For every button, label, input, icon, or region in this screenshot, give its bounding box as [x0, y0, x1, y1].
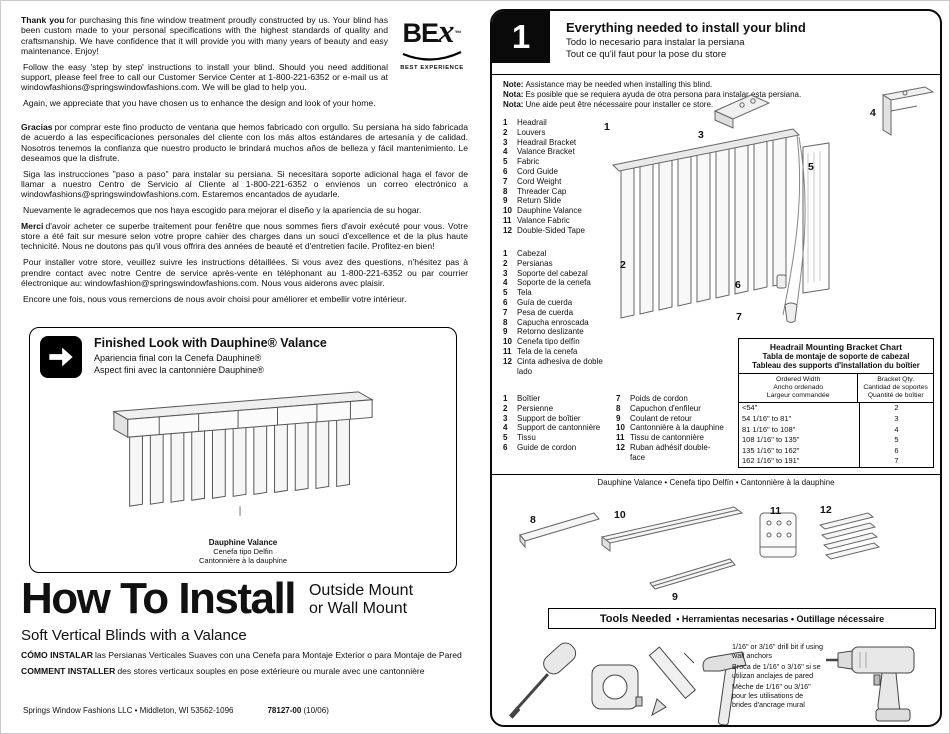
chart-row: 54 1/16" to 81" 3: [739, 414, 933, 425]
parts-list-french-col1: [503, 394, 615, 453]
callout-2: 2: [620, 259, 626, 271]
part-item: 12 Double-Sided Tape: [503, 225, 585, 235]
chart-title-es: Tabla de montaje de soporte de cabezal: [762, 352, 910, 361]
panel-title-en: Everything needed to install your blind: [566, 20, 806, 35]
intro-paragraph: Thank you for purchasing this fine window treatment proudly constructed by us. Your blind has been custom made to your personal specifications with the highest standards of quality and craftsmanship. We have confidence that it will provide you with many years of beauty and easy maintenance. Enjoy!: [21, 15, 388, 56]
valance-section-caption: Dauphine Valance • Cenefa tipo Delfín • Cantonnière à la dauphine: [597, 478, 835, 487]
mount-type: Outside Mount or Wall Mount: [308, 582, 414, 617]
finished-look-title-es: Apariencia final con la Cenefa Dauphine®: [94, 353, 262, 363]
tools-title-en: Tools Needed: [599, 612, 672, 625]
chart-row: 108 1/16" to 135" 5: [739, 435, 933, 446]
company-address: Springs Window Fashions LLC • Middleton, WI 53562-1096: [23, 706, 234, 715]
part-item: 2 Louvers: [503, 127, 546, 137]
chart-row: 81 1/16" to 108" 4: [739, 425, 933, 436]
drill-bit-note: [732, 643, 824, 712]
finished-look-box: [29, 327, 457, 573]
part-item: 11 Valance Fabric: [503, 215, 570, 225]
left-column: [21, 15, 468, 723]
part-item: 2 Persienne: [503, 403, 554, 413]
finished-look-caption: [30, 538, 456, 565]
subtitle-es: CÓMO INSTALAR las Persianas Verticales Suaves con una Cenefa para Montaje Exterior o para Montaje de Pared: [21, 650, 462, 660]
chart-column-headers: [739, 374, 933, 404]
callout-7: 7: [736, 311, 742, 323]
arrow-badge: [40, 336, 82, 378]
callout-12: 12: [820, 504, 832, 516]
right-arrow-icon: [47, 343, 75, 371]
paragraph: Pour installer votre store, veuillez suivre les instructions détaillées. Si vous avez des questions, n'hésitez pas à prendre contact avec notre Centre de service après-vente en téléphonant au 1-800-221-6352 ou par courrier électronique au: windowfashion@springswindowfashions.com. Nous vous aiderons avec plaisir.: [21, 257, 468, 288]
callout-6: 6: [735, 279, 741, 291]
subtitle-fr: COMMENT INSTALLER des stores verticaux souples en pose extérieure ou murale avec une cantonnière: [21, 666, 425, 677]
callout-11: 11: [770, 505, 782, 517]
bracket-chart: [738, 338, 934, 468]
caption-fr: Cantonnière à la dauphine: [199, 556, 287, 565]
part-item: 12 Cinta adhesiva de doble lado: [503, 356, 603, 376]
bracket-chart-titles: [739, 339, 933, 374]
finished-look-title-fr: Aspect fini avec la cantonnière Dauphine®: [94, 364, 264, 375]
chart-col-qty: Bracket Qty. Cantidad de soportes Quantité de boîtier: [857, 374, 933, 403]
blind-assembly-illustration: [587, 83, 939, 341]
part-item: 8 Capuchon d'enfileur: [616, 403, 701, 413]
callout-8: 8: [530, 514, 536, 526]
bex-logo-mark: BEx™: [402, 14, 462, 50]
part-item: 4 Valance Bracket: [503, 147, 575, 157]
part-item: 1 Cabezal: [503, 249, 547, 258]
note-fr: Nota: Une aide peut être nécessaire pour installer ce store.: [503, 100, 714, 109]
callout-10: 10: [614, 509, 626, 521]
callout-9: 9: [672, 591, 678, 603]
paragraph: Nuevamente le agradecemos que nos haya escogido para mejorar el diseño y la apariencia de su hogar.: [23, 205, 422, 216]
chart-row: 162 1/16" to 191" 7: [739, 456, 933, 467]
part-item: 4 Soporte de la cenefa: [503, 278, 591, 288]
paragraph: Encore une fois, nous vous remercions de nous avoir choisi pour améliorer et embellir votre intérieur.: [23, 293, 407, 304]
chart-title-fr: Tableau des supports d'installation du boîtier: [752, 361, 920, 371]
intro-paragraph: Follow the easy 'step by step' instructions to install your blind. Should you need additional support, please feel free to call our Customer Service Center at 1-800-221-6352 or e-mail us at windowfashions@springswindowfashions.com. We will be glad to help you.: [21, 61, 388, 93]
panel-title-fr: Tout ce qu'il faut pour la pose du store: [566, 48, 727, 60]
multilingual-paragraphs: [21, 122, 468, 309]
intro-paragraph: Again, we appreciate that you have chosen us to enhance the design and look of your home.: [23, 98, 376, 109]
part-item: 5 Tela: [503, 288, 532, 298]
drill-note-en: 1/16" or 3/16" drill bit if using wall anchors: [732, 642, 824, 660]
part-item: 3 Headrail Bracket: [503, 137, 577, 147]
valance-section-divider: [492, 474, 940, 475]
chart-title-en: Headrail Mounting Bracket Chart: [769, 342, 903, 352]
panel-title-es: Todo lo necesario para instalar la persiana: [566, 37, 745, 48]
page-subtitle: Soft Vertical Blinds with a Valance: [21, 627, 247, 644]
bex-logo: [398, 14, 466, 71]
part-item: 6 Guía de cuerda: [503, 297, 573, 307]
part-item: 7 Cord Weight: [503, 176, 562, 186]
part-item: 10 Dauphine Valance: [503, 206, 582, 216]
part-item: 3 Soporte del cabezal: [503, 268, 588, 278]
part-item: 3 Support de boîtier: [503, 413, 581, 423]
paragraph: Merci d'avoir acheter ce superbe traitement pour fenêtre que nous sommes fiers d'avoir exécuté pour vous. Votre store a été fait sur mesure selon votre propre cahier des charges dans un souci d'excellence et de la plus haute technicité. Nous ne doutons pas qu'il vous offrira des années de beauté et d'entretien facile. Profitez-en bien!: [21, 220, 468, 252]
caption-es: Cenefa tipo Delfin: [213, 547, 273, 556]
drill-note-fr: Mèche de 1/16" ou 3/16" pour les utilisations de brides d'ancrage mural: [732, 682, 811, 709]
part-item: 10 Cantonnière à la dauphine: [616, 423, 724, 433]
part-item: 6 Guide de cordon: [503, 442, 577, 452]
part-item: 5 Tissu: [503, 433, 536, 443]
valance-parts-illustration: [502, 491, 932, 603]
finished-look-title-en: Finished Look with Dauphine® Valance: [94, 336, 327, 350]
step-number-badge: 1: [492, 11, 550, 63]
part-number: 78127-00 (10/06): [267, 706, 329, 715]
callout-3: 3: [698, 129, 704, 141]
page-title: How To Install: [21, 574, 295, 623]
part-item: 10 Cenefa tipo delfín: [503, 337, 580, 347]
part-item: 7 Pesa de cuerda: [503, 307, 574, 317]
part-item: 9 Retorno deslizante: [503, 327, 584, 337]
screwdriver-icon: [504, 635, 584, 721]
part-item: 11 Tissu de cantonnière: [616, 433, 704, 443]
note-es: Nota: Es posible que se requiera ayuda de otra persona para instalar esta persiana.: [503, 90, 802, 99]
paragraph: Siga las instrucciones "paso a paso" para instalar su persiana. Si necesitara soporte adicional haga el favor de llamar a nuestro Centro de Servicio al Cliente al 1-800-221-6352 o envíenos un correo electrónico a windowfashions@springswindowfashions.com. Estaremos encantados de ayudarle.: [21, 168, 468, 200]
part-item: 9 Coulant de retour: [616, 413, 692, 423]
part-item: 4 Support de cantonnière: [503, 423, 601, 433]
part-item: 5 Fabric: [503, 157, 540, 167]
chart-col-width: Ordered Width Ancho ordenado Largeur commandée: [766, 375, 830, 400]
part-item: 7 Poids de cordon: [616, 394, 688, 403]
part-item: 11 Tela de la cenefa: [503, 346, 578, 356]
panel-header: [566, 20, 806, 60]
callout-4: 4: [870, 107, 876, 119]
part-item: 1 Boîtier: [503, 394, 541, 403]
note-en: Note: Assistance may be needed when installing this blind.: [503, 80, 713, 89]
header-divider: [492, 74, 940, 75]
chart-row: <54" 2: [739, 403, 933, 414]
part-item: 8 Threader Cap: [503, 186, 567, 196]
chart-row: 135 1/16" to 162" 6: [739, 446, 933, 457]
finished-look-titles: [94, 336, 327, 376]
part-item: 2 Persianas: [503, 258, 553, 268]
paragraph: Gracias por comprar este fino producto de ventana que hemos fabricado con orgullo. Su persiana ha sido fabricada de acuerdo a las especificaciones personales del cliente con los más altos estándares de artesanía y de calidad. Nosotros tenemos la confianza que nuestro producto le brindará muchos años de belleza y fácil mantenimiento. Le deseamos que la disfrute.: [21, 122, 468, 163]
intro-block: [21, 15, 468, 114]
finished-look-header: [40, 336, 446, 378]
step-1-panel: [490, 9, 942, 727]
tape-measure-icon: [588, 657, 643, 715]
part-item: 1 Headrail: [503, 118, 547, 127]
parts-list-french-col2: [616, 394, 724, 463]
callout-1: 1: [604, 121, 610, 133]
part-item: 8 Capucha enroscada: [503, 317, 589, 327]
how-to-install-block: [21, 574, 468, 677]
part-item: 9 Return Slide: [503, 196, 562, 206]
finished-valance-illustration: [40, 380, 446, 523]
footer: [23, 706, 470, 715]
part-item: 6 Cord Guide: [503, 166, 558, 176]
callout-5: 5: [808, 161, 814, 173]
caption-en: Dauphine Valance: [208, 538, 278, 547]
part-item: 12 Ruban adhésif double-face: [616, 442, 711, 462]
logo-tagline: BEST EXPERIENCE: [400, 65, 464, 71]
drill-icon: [826, 623, 938, 725]
drill-note-es: Broca de 1/16" o 3/16" si se utilizan anclajes de pared: [732, 662, 821, 680]
tools-title-translations: • Herramientas necesarias • Outillage nécessaire: [676, 613, 885, 624]
